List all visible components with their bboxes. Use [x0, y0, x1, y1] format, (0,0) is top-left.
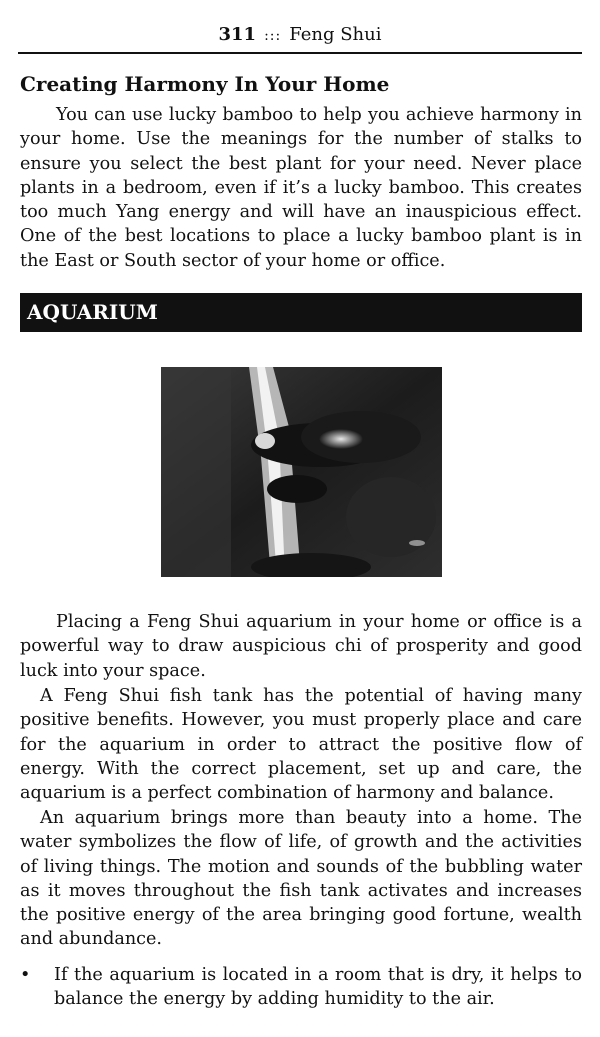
harmony-paragraph: You can use lucky bamboo to help you achieve harmony in your home. Use the meanings for the number of stalks to ensure you select the best plant for your need. Never place plants in a bedroom, even if it’s a lucky bamboo. This creates too much Yang energy and will have an inauspicious effect. One of the best locations to place a lucky bamboo plant is in the East or South sector of your home or office. — [20, 105, 582, 271]
header-separator: ::: — [264, 28, 282, 44]
aquarium-banner — [20, 293, 582, 332]
aquarium-banner-title: AQUARIUM — [27, 300, 158, 324]
aquarium-photo — [161, 367, 442, 577]
bullet-marker: • — [20, 965, 31, 985]
aquarium-paragraph-3: An aquarium brings more than beauty into a home. The water symbolizes the flow of life, of growth and the activities of living things. The motion and sounds of the bubbling water as it moves throughout the fish tank activates and increases the positive energy of the area bringing good fortune, wealth and abundance. — [20, 808, 582, 950]
aquarium-bullet-list — [20, 963, 582, 1012]
running-head — [18, 22, 582, 54]
page-number: 311 — [218, 24, 257, 45]
section-heading-harmony: Creating Harmony In Your Home — [20, 72, 390, 96]
aquarium-paragraph-1: Placing a Feng Shui aquarium in your home or office is a powerful way to draw auspicious chi of prosperity and good luck into your space. — [20, 612, 582, 681]
list-item — [20, 963, 582, 1012]
bullet-text: If the aquarium is located in a room that is dry, it helps to balance the energy by adding humidity to the air. — [54, 965, 582, 1010]
aquarium-paragraph-2: A Feng Shui fish tank has the potential of having many positive benefits. However, you must properly place and care for the aquarium in order to attract the positive flow of energy. With the correct placement, set up and care, the aquarium is a perfect combination of harmony and balance. — [20, 686, 582, 804]
book-title: Feng Shui — [289, 24, 382, 45]
aquarium-photo-image — [161, 367, 442, 577]
